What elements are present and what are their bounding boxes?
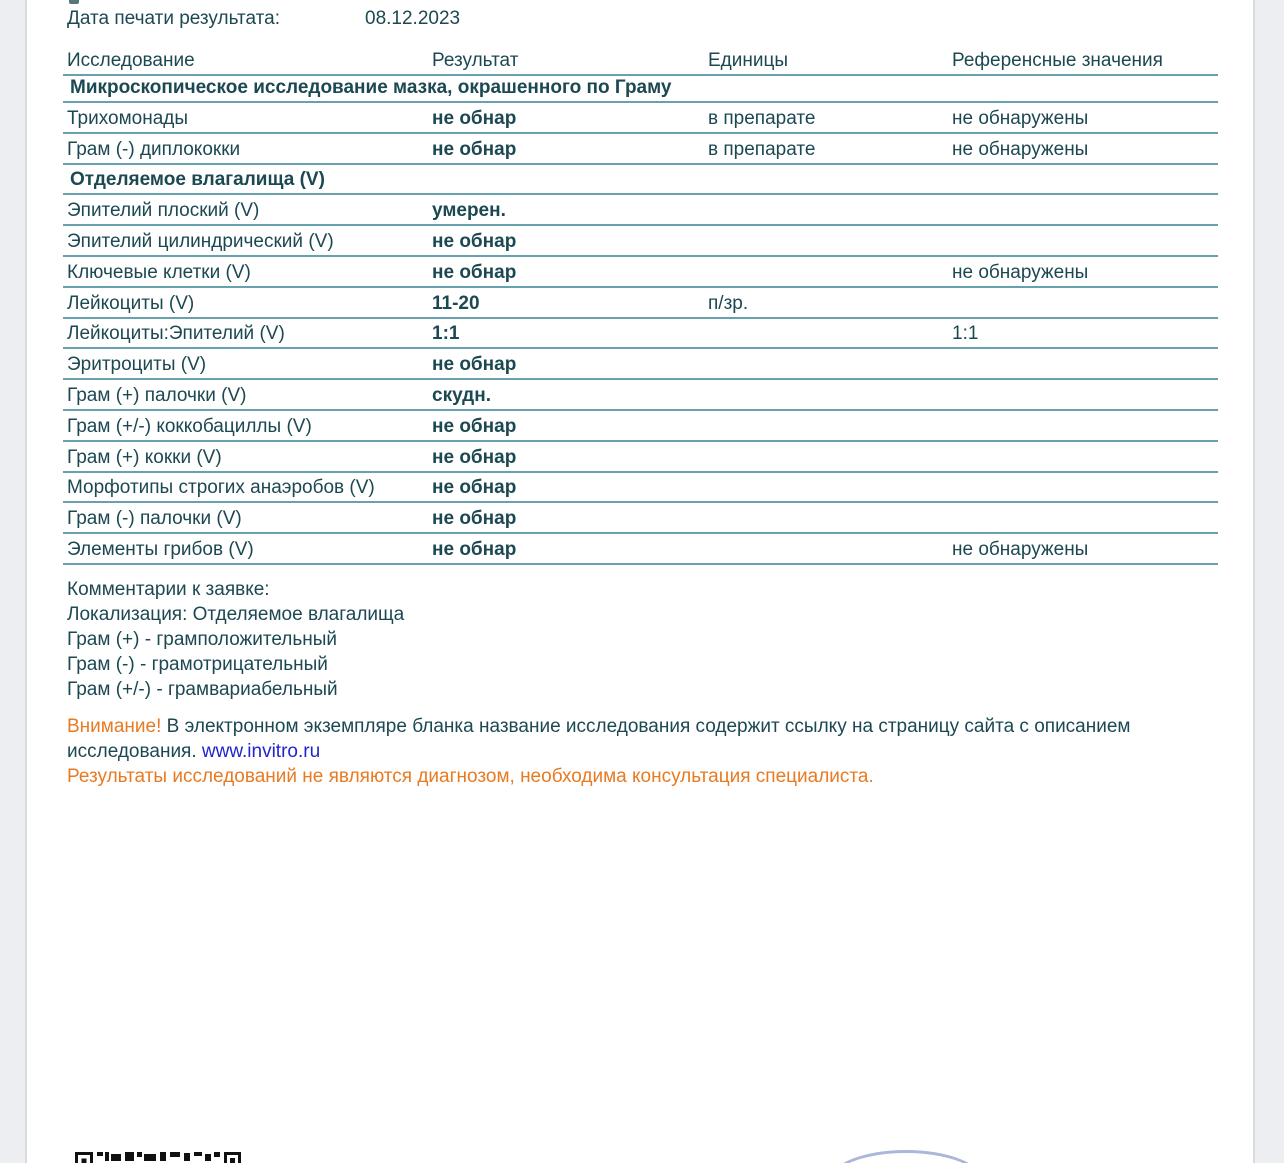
col-header-reference: Референсные значения xyxy=(952,50,1163,71)
clipped-text-remnant xyxy=(69,0,79,4)
test-result: не обнар xyxy=(432,415,517,437)
attention-line-2 xyxy=(67,739,1131,764)
test-name: Трихомонады xyxy=(67,107,189,129)
test-result: скудн. xyxy=(432,384,491,406)
test-result: не обнар xyxy=(432,261,517,283)
test-result: не обнар xyxy=(432,538,517,560)
test-name: Лейкоциты (V) xyxy=(67,292,195,314)
test-result: не обнар xyxy=(432,477,517,499)
test-name: Элементы грибов (V) xyxy=(67,538,254,560)
page-left-margin xyxy=(0,0,27,1163)
comment-line: Грам (+) - грамположительный xyxy=(67,629,338,650)
attention-line xyxy=(67,714,1131,739)
test-reference: не обнаружены xyxy=(952,261,1089,283)
section-title: Микроскопическое исследование мазка, окрашенного по Граму xyxy=(70,77,672,98)
test-units: в препарате xyxy=(708,138,816,160)
comment-line: Грам (-) - грамотрицательный xyxy=(67,654,328,675)
test-reference: не обнаружены xyxy=(952,138,1089,160)
test-result: не обнар xyxy=(432,230,517,252)
test-result: не обнар xyxy=(432,138,517,160)
col-header-units: Единицы xyxy=(708,50,789,71)
attention-label: Внимание! xyxy=(67,716,162,737)
table-header-row xyxy=(63,52,1218,76)
test-name: Эпителий цилиндрический (V) xyxy=(67,230,334,252)
test-result: не обнар xyxy=(432,354,517,376)
section-row xyxy=(63,76,1218,103)
table-row xyxy=(63,288,1218,319)
test-result: 1:1 xyxy=(432,323,460,345)
test-name: Грам (+) палочки (V) xyxy=(67,384,247,406)
table-row xyxy=(63,473,1218,504)
invitro-link[interactable]: www.invitro.ru xyxy=(201,741,321,762)
print-date-label: Дата печати результата: xyxy=(67,8,280,29)
test-name: Морфотипы строгих анаэробов (V) xyxy=(67,477,375,499)
table-row xyxy=(63,442,1218,473)
test-result: не обнар xyxy=(432,508,517,530)
print-date-row xyxy=(67,7,461,31)
table-row xyxy=(63,503,1218,534)
comment-line: Локализация: Отделяемое влагалища xyxy=(67,604,405,625)
table-row xyxy=(63,411,1218,442)
table-row xyxy=(63,349,1218,380)
test-units: п/зр. xyxy=(708,292,749,314)
test-name: Эпителий плоский (V) xyxy=(67,200,260,222)
table-row xyxy=(63,380,1218,411)
attention-text: В электронном экземпляре бланка название исследования содержит ссылку на страницу сайта с описанием xyxy=(161,716,1131,737)
test-name: Грам (-) диплококки xyxy=(67,138,241,160)
table-row xyxy=(63,134,1218,165)
test-name: Лейкоциты:Эпителий (V) xyxy=(67,323,285,345)
col-header-study: Исследование xyxy=(67,50,195,71)
test-name: Грам (+/-) коккобациллы (V) xyxy=(67,415,312,437)
page-right-margin xyxy=(1253,0,1284,1163)
test-name: Грам (+) кокки (V) xyxy=(67,446,222,468)
test-result: 11-20 xyxy=(432,292,480,314)
barcode-partial xyxy=(75,1152,242,1163)
test-name: Ключевые клетки (V) xyxy=(67,261,251,283)
test-name: Грам (-) палочки (V) xyxy=(67,508,242,530)
test-reference: не обнаружены xyxy=(952,107,1089,129)
request-comments xyxy=(67,577,404,702)
table-row xyxy=(63,319,1218,350)
attention-text-continued: исследования. xyxy=(67,741,202,762)
test-reference: 1:1 xyxy=(952,323,979,345)
table-row xyxy=(63,257,1218,288)
test-result: умерен. xyxy=(432,200,506,222)
test-name: Эритроциты (V) xyxy=(67,354,207,376)
table-row xyxy=(63,226,1218,257)
comment-line: Грам (+/-) - грамвариабельный xyxy=(67,679,338,700)
table-row xyxy=(63,195,1218,226)
section-title: Отделяемое влагалища (V) xyxy=(70,169,325,191)
test-result: не обнар xyxy=(432,107,517,129)
col-header-result: Результат xyxy=(432,50,519,71)
test-units: в препарате xyxy=(708,107,816,129)
comments-title: Комментарии к заявке: xyxy=(67,579,270,600)
print-date-value: 08.12.2023 xyxy=(365,8,461,29)
round-stamp-partial xyxy=(828,1150,984,1163)
results-table xyxy=(63,52,1218,565)
disclaimer-text: Результаты исследований не являются диагнозом, необходима консультация специалиста. xyxy=(67,766,874,787)
test-result: не обнар xyxy=(432,446,517,468)
barcode-icon xyxy=(75,1152,242,1163)
table-row xyxy=(63,103,1218,134)
section-row xyxy=(63,165,1218,196)
notice-block xyxy=(67,714,1131,789)
test-reference: не обнаружены xyxy=(952,538,1089,560)
table-row xyxy=(63,534,1218,565)
